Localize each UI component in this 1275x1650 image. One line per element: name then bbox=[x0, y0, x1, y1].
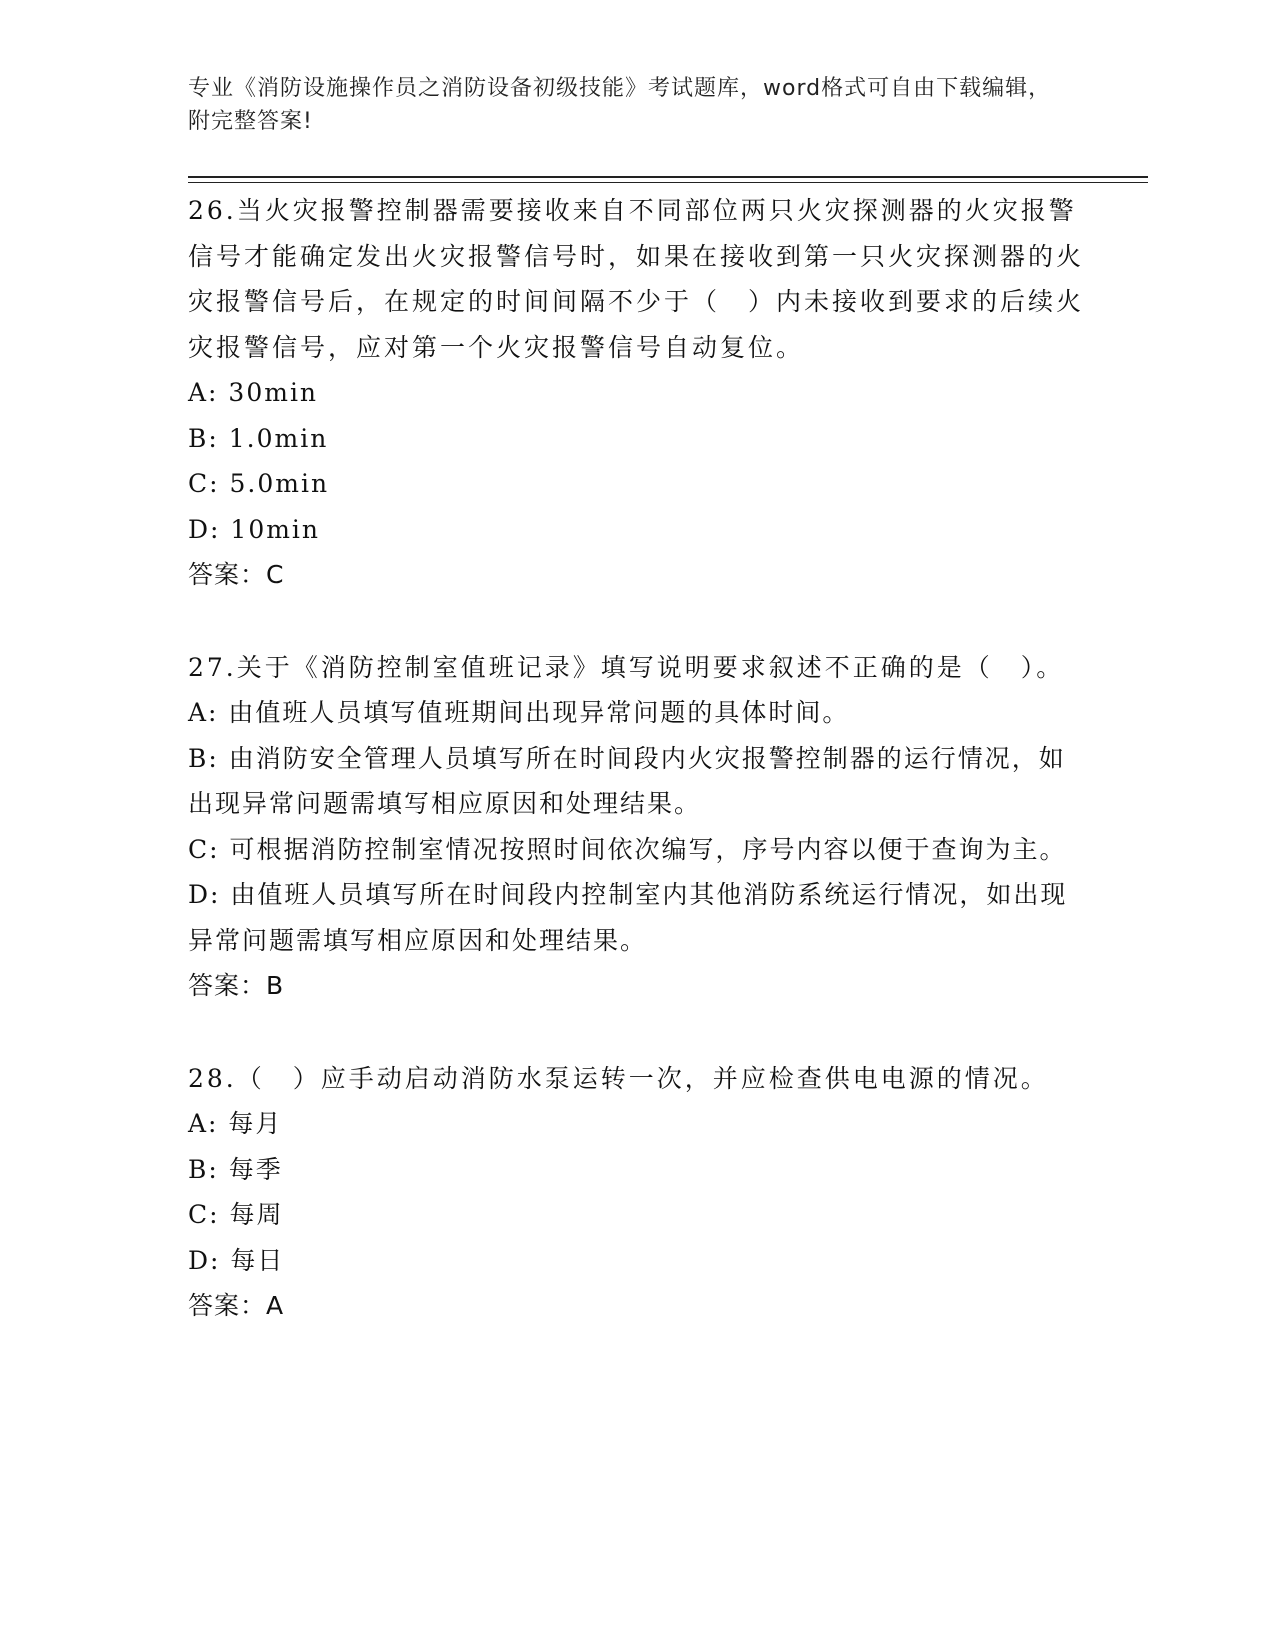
option-d: D: 由值班人员填写所在时间段内控制室内其他消防系统运行情况，如出现异常问题需填写相应原因和处理结果。 bbox=[188, 880, 1068, 955]
option-a: A: 每月 bbox=[188, 1109, 283, 1138]
question-26 bbox=[188, 188, 1088, 598]
option-c: C: 5.0min bbox=[188, 469, 330, 498]
option-a: A: 30min bbox=[188, 378, 319, 407]
question-spacer bbox=[188, 598, 1088, 645]
question-list bbox=[188, 188, 1088, 1329]
answer: 答案：C bbox=[188, 560, 285, 589]
answer: 答案：B bbox=[188, 971, 285, 1000]
question-stem: 27.关于《消防控制室值班记录》填写说明要求叙述不正确的是（ ）。 bbox=[188, 652, 1065, 682]
option-b: B: 由消防安全管理人员填写所在时间段内火灾报警控制器的运行情况，如出现异常问题需填写相应原因和处理结果。 bbox=[188, 743, 1066, 818]
question-spacer bbox=[188, 1009, 1088, 1056]
option-c: C: 每周 bbox=[188, 1200, 284, 1229]
question-stem: 26.当火灾报警控制器需要接收来自不同部位两只火灾探测器的火灾报警信号才能确定发出火灾报警信号时，如果在接收到第一只火灾探测器的火灾报警信号后，在规定的时间间隔不少于（ ）内未接收到要求的后续火灾报警信号，应对第一个火灾报警信号自动复位。 bbox=[188, 196, 1085, 362]
option-a: A: 由值班人员填写值班期间出现异常问题的具体时间。 bbox=[188, 698, 850, 727]
option-d: D: 10min bbox=[188, 514, 321, 544]
question-28 bbox=[188, 1056, 1088, 1329]
header-divider-thin bbox=[188, 182, 1148, 183]
option-b: B: 1.0min bbox=[188, 423, 329, 453]
option-c: C: 可根据消防控制室情况按照时间依次编写，序号内容以便于查询为主。 bbox=[188, 834, 1067, 864]
answer: 答案：A bbox=[188, 1291, 285, 1320]
question-stem: 28.（ ）应手动启动消防水泵运转一次，并应检查供电电源的情况。 bbox=[188, 1063, 1049, 1093]
option-d: D: 每日 bbox=[188, 1245, 285, 1275]
question-27 bbox=[188, 645, 1088, 1009]
header-divider-thick bbox=[188, 176, 1148, 178]
option-b: B: 每季 bbox=[188, 1154, 283, 1184]
document-header: 专业《消防设施操作员之消防设备初级技能》考试题库，word格式可自由下载编辑，附完整答案! bbox=[188, 76, 1052, 134]
